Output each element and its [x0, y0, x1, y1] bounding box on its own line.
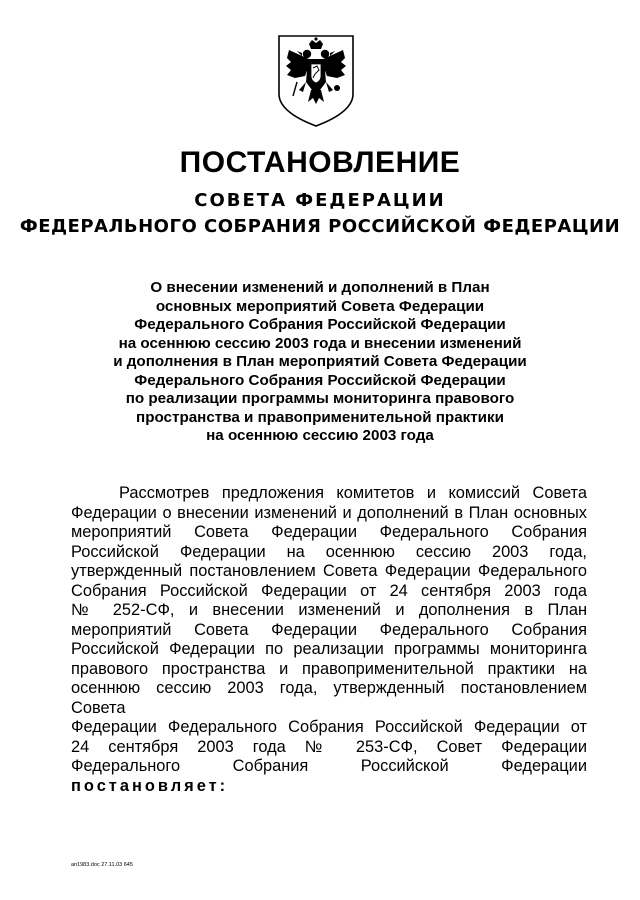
body-line: осеннюю сессию 2003 года, утвержденный постановлением Совета [71, 679, 587, 717]
subject-line: Федерального Собрания Российской Федерации [134, 316, 506, 333]
body-line: мероприятий Совета Федерации Федерального Собрания [71, 620, 587, 639]
subject-line: основных мероприятий Совета Федерации [155, 297, 485, 315]
body-line: Российской Федерации по реализации программы мониторинга [71, 640, 587, 658]
body-line: 24 сентября 2003 года № 253-СФ, Совет Федерации [71, 737, 587, 756]
body-line: Собрания Российской Федерации от 24 сентября 2003 года [71, 581, 587, 600]
coat-of-arms-emblem-icon [275, 32, 357, 130]
subject-line: и дополнения в План мероприятий Совета Федерации [113, 353, 527, 370]
organization-line-1: СОВЕТА ФЕДЕРАЦИИ [194, 190, 446, 211]
body-line: правового пространства и правоприменительной практики на [71, 659, 587, 678]
body-paragraph [71, 484, 587, 796]
body-line: мероприятий Совета Федерации Федерального Собрания [71, 523, 587, 541]
subject-line: пространства и правоприменительной практики [136, 408, 504, 426]
document-title: ПОСТАНОВЛЕНИЕ [179, 146, 461, 179]
resolves-word: постановляет: [71, 776, 229, 795]
body-line: Рассмотрев предложения комитетов и комиссий Совета [119, 484, 587, 502]
subject-line: на осеннюю сессию 2003 года и внесении изменений [118, 334, 522, 352]
subject-line: Федерального Собрания Российской Федерации [134, 371, 506, 389]
body-line: Российской Федерации на осеннюю сессию 2003 года, [71, 542, 587, 561]
subject-line: по реализации программы мониторинга правового [125, 390, 515, 407]
body-line: Федерации Федерального Собрания Российской Федерации от [71, 718, 587, 736]
body-line: № 252-СФ, и внесении изменений и дополнения в План [71, 601, 587, 619]
subject-line: на осеннюю сессию 2003 года [206, 427, 434, 444]
body-line: Федерального Собрания Российской Федерации [71, 757, 587, 775]
subject-line: О внесении изменений и дополнений в План [150, 279, 490, 296]
file-footer-code: ап1983.doc 27.11.03 645 [71, 862, 133, 868]
organization-line-2: ФЕДЕРАЛЬНОГО СОБРАНИЯ РОССИЙСКОЙ ФЕДЕРАЦИИ [19, 216, 621, 237]
document-subject [60, 279, 580, 446]
body-line: утвержденный постановлением Совета Федерации Федерального [71, 562, 587, 580]
body-line: Федерации о внесении изменений и дополнений в План основных [71, 503, 587, 522]
